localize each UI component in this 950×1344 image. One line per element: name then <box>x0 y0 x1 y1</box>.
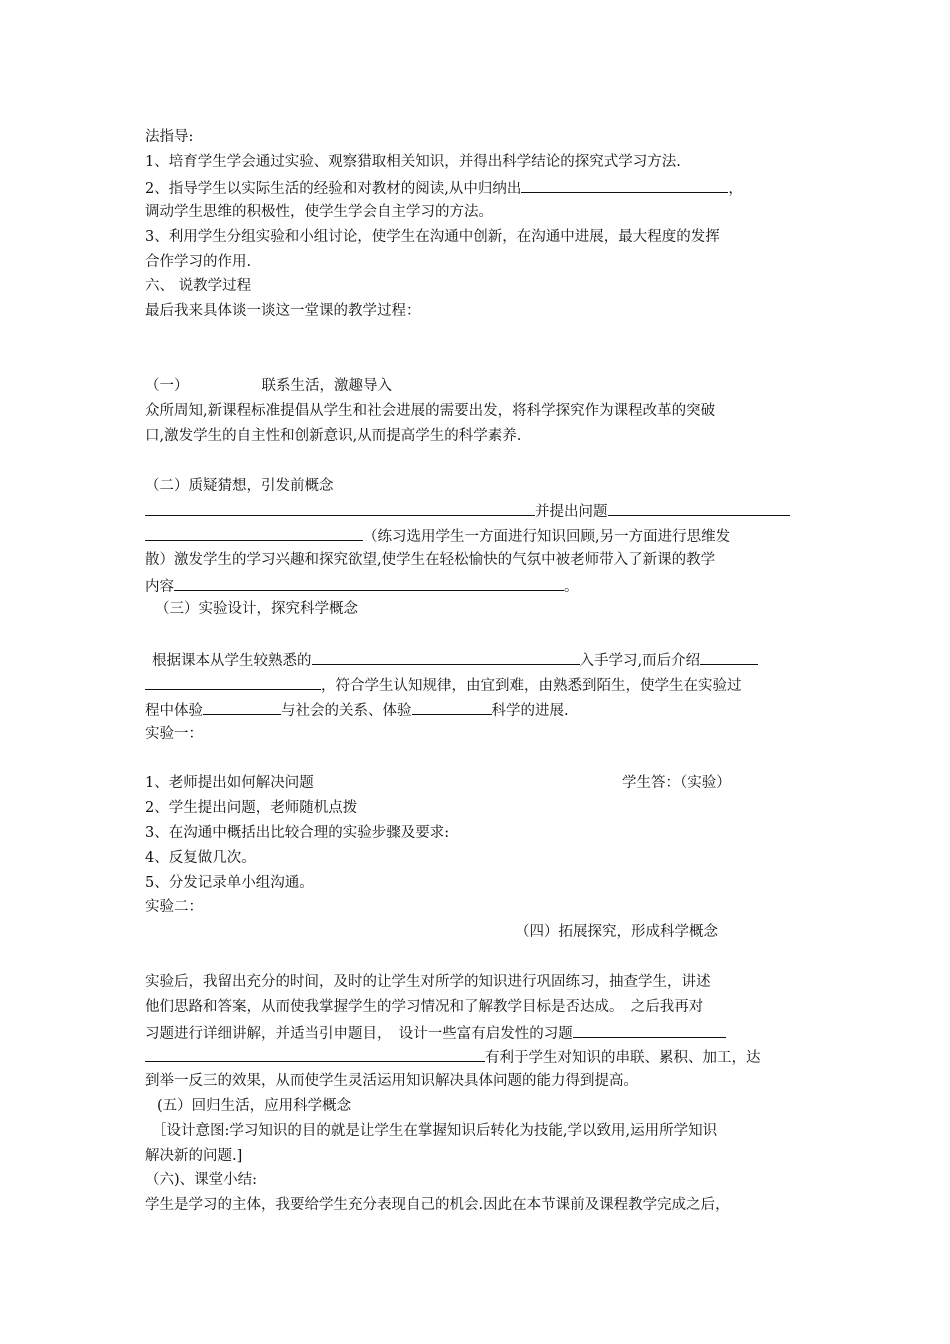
text-line: 实验二： <box>145 899 203 915</box>
text-segment: ， <box>728 181 743 197</box>
text-line: 到举一反三的效果，从而使学生灵活运用知识解决具体问题的能力得到提高。 <box>145 1073 638 1089</box>
text-line: 实验后，我留出充分的时间，及时的让学生对所学的知识进行巩固练习，抽查学生，讲述 <box>145 974 711 990</box>
section-heading: 六、 说教学过程 <box>145 278 252 294</box>
text-line: 法指导: <box>145 129 194 145</box>
text-line: 合作学习的作用. <box>145 254 252 270</box>
section-heading: （六)、课堂小结: <box>145 1172 258 1188</box>
fill-blank <box>145 674 321 690</box>
fill-blank <box>700 649 758 665</box>
text-line <box>145 500 790 522</box>
text-line: 散）激发学生的学习兴趣和探究欲望,使学生在轻松愉快的气氛中被老师带入了新课的教学 <box>145 552 716 568</box>
text-segment: 习题进行详细讲解，并适当引申题目， 设计一些富有启发性的习题 <box>145 1026 573 1042</box>
fill-blank <box>145 500 535 516</box>
section-heading <box>145 376 392 396</box>
text-segment: 联系生活，激趣导入 <box>261 378 392 394</box>
fill-blank <box>145 1046 485 1062</box>
fill-blank <box>521 177 728 193</box>
text-line <box>145 1046 761 1068</box>
text-line: 1、老师提出如何解决问题 <box>145 775 314 791</box>
fill-blank <box>312 649 580 665</box>
text-line: 2、学生提出问题，老师随机点拨 <box>145 800 358 816</box>
fill-blank <box>145 525 363 541</box>
text-line: 调动学生思维的积极性，使学生学会自主学习的方法。 <box>145 204 493 220</box>
text-line: 3、在沟通中概括出比较合理的实验步骤及要求: <box>145 825 450 841</box>
section-heading: （四）拓展探究，形成科学概念 <box>515 924 718 940</box>
text-line <box>152 649 758 671</box>
text-segment: 入手学习,而后介绍 <box>579 653 701 669</box>
text-line: 4、反复做几次。 <box>145 850 256 866</box>
fill-blank <box>203 699 281 715</box>
text-line: 最后我来具体谈一谈这一堂课的教学过程： <box>145 303 421 319</box>
text-segment: 。 <box>564 579 579 595</box>
text-line: ［设计意图:学习知识的目的就是让学生在掌握知识后转化为技能,学以致用,运用所学知识 <box>152 1123 718 1139</box>
text-segment: 与社会的关系、体验 <box>281 703 412 719</box>
text-segment: 2、指导学生以实际生活的经验和对教材的阅读,从中归纳出 <box>145 181 522 197</box>
section-heading: （二）质疑猜想，引发前概念 <box>145 478 334 494</box>
text-segment: 有利于学生对知识的串联、累积、加工，达 <box>485 1050 761 1066</box>
text-segment: 程中体验 <box>145 703 203 719</box>
text-segment: （练习选用学生一方面进行知识回顾,另一方面进行思维发 <box>363 529 731 545</box>
text-segment: ，符合学生认知规律，由宜到难，由熟悉到陌生，使学生在实验过 <box>321 678 742 694</box>
text-segment: 内容 <box>145 579 174 595</box>
text-segment: 科学的进展. <box>491 703 569 719</box>
section-heading: (五）回归生活，应用科学概念 <box>157 1098 352 1114</box>
fill-blank <box>174 575 564 591</box>
text-line: 1、培育学生学会通过实验、观察猎取相关知识，并得出科学结论的探究式学习方法. <box>145 154 681 170</box>
fill-blank <box>412 699 492 715</box>
text-line <box>145 699 569 721</box>
text-line: 众所周知,新课程标准提倡从学生和社会进展的需要出发，将科学探究作为课程改革的突破 <box>145 403 716 419</box>
text-segment: （一） <box>145 378 189 394</box>
text-line: 他们思路和答案，从而使我掌握学生的学习情况和了解教学目标是否达成。 之后我再对 <box>145 999 704 1015</box>
text-line <box>145 1022 726 1044</box>
text-line <box>145 674 742 696</box>
text-line <box>145 177 743 199</box>
text-line: 学生答：（实验） <box>622 775 731 791</box>
text-line: 学生是学习的主体，我要给学生充分表现自己的机会.因此在本节课前及课程教学完成之后， <box>145 1197 730 1213</box>
fill-blank <box>573 1022 726 1038</box>
text-segment: 根据课本从学生较熟悉的 <box>152 653 312 669</box>
section-heading: （三）实验设计，探究科学概念 <box>155 601 358 617</box>
text-line <box>145 575 579 597</box>
text-line: 3、利用学生分组实验和小组讨论，使学生在沟通中创新，在沟通中进展，最大程度的发挥 <box>145 229 720 245</box>
fill-blank <box>608 500 790 516</box>
text-line: 实验一： <box>145 726 203 742</box>
text-line: 口,激发学生的自主性和创新意识,从而提高学生的科学素养. <box>145 428 522 444</box>
text-segment: 并提出问题 <box>535 504 608 520</box>
text-line: 解决新的问题.] <box>145 1148 243 1164</box>
text-line: 5、分发记录单小组沟通。 <box>145 875 314 891</box>
text-line <box>145 525 730 547</box>
